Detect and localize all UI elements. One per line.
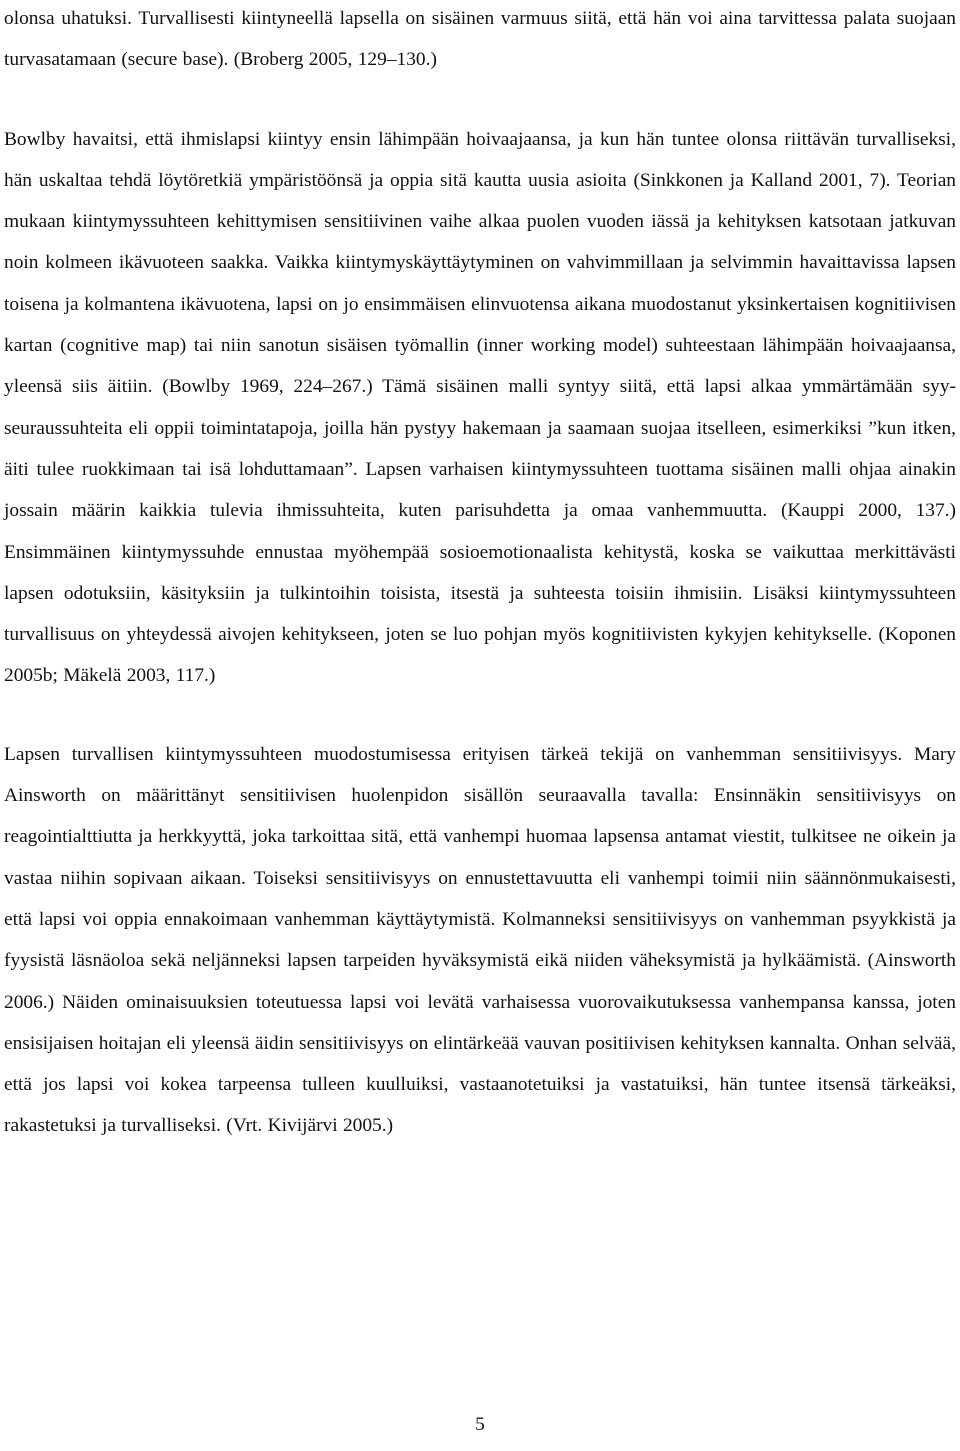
document-page (4, 0, 956, 1147)
body-paragraph-1: olonsa uhatuksi. Turvallisesti kiintyneellä lapsella on sisäinen varmuus siitä, että hän voi aina tarvittessa palata suojaan turvasatamaan (secure base). (Broberg 2005, 129–130.) (4, 8, 956, 71)
body-paragraph-3: Lapsen turvallisen kiintymyssuhteen muodostumisessa erityisen tärkeä tekijä on vanhemman sensitiivisyys. Mary Ainsworth on määrittänyt sensitiivisen huolenpidon sisällön seuraavalla tavalla: Ensinnäkin sensitiivisyys on reagointialttiutta ja herkkyyttä, joka tarkoittaa sitä, että vanhempi huomaa lapsensa antamat viestit, tulkitsee ne oikein ja vastaa niihin sopivaan aikaan. Toiseksi sensitiivisyys on ennustettavuutta eli vanhempi toimii niin säännönmukaisesti, että lapsi voi oppia ennakoimaan vanhemman käyttäytymistä. Kolmanneksi sensitiivisyys on vanhemman psyykkistä ja fyysistä läsnäoloa sekä neljänneksi lapsen tarpeiden hyväksymistä eikä niiden väheksymistä ja hylkäämistä. (Ainsworth 2006.) Näiden ominaisuuksien toteutuessa lapsi voi levätä varhaisessa vuorovaikutuksessa vanhempansa kanssa, joten ensisijaisen hoitajan eli yleensä äidin sensitiivisyys on elintärkeää vauvan positiivisen kehityksen kannalta. Onhan selvää, että jos lapsi voi kokea tarpeensa tulleen kuulluiksi, vastaanotetuiksi ja vastatuiksi, hän tuntee itsensä tärkeäksi, rakastetuksi ja turvalliseksi. (Vrt. Kivijärvi 2005.) (4, 743, 956, 1137)
body-paragraph-2: Bowlby havaitsi, että ihmislapsi kiintyy ensin lähimpään hoivaajaansa, ja kun hän tuntee olonsa riittävän turvalliseksi, hän uskaltaa tehdä löytöretkiä ympäristöönsä ja oppia sitä kautta uusia asioita (Sinkkonen ja Kalland 2001, 7). Teorian mukaan kiintymyssuhteen kehittymisen sensitiivinen vaihe alkaa puolen vuoden iässä ja kehityksen katsotaan jatkuvan noin kolmeen ikävuoteen saakka. Vaikka kiintymyskäyttäytyminen on vahvimmillaan ja selvimmin havaittavissa lapsen toisena ja kolmantena ikävuotena, lapsi on jo ensimmäisen elinvuotensa aikana muodostanut yksinkertaisen kognitiivisen kartan (cognitive map) tai niin sanotun sisäisen työmallin (inner working model) suhteestaan lähimpään hoivaajaansa, yleensä siis äitiin. (Bowlby 1969, 224–267.) Tämä sisäinen malli syntyy siitä, että lapsi alkaa ymmärtämään syy-seuraussuhteita eli oppii toimintatapoja, joilla hän pystyy hakemaan ja saamaan suojaa itselleen, esimerkiksi ”kun itken, äiti tulee ruokkimaan tai isä lohduttamaan”. Lapsen varhaisen kiintymyssuhteen tuottama sisäinen malli ohjaa ainakin jossain määrin kaikkia tulevia ihmissuhteita, kuten parisuhdetta ja omaa vanhemmuutta. (Kauppi 2000, 137.) Ensimmäinen kiintymyssuhde ennustaa myöhempää sosioemotionaalista kehitystä, koska se vaikuttaa merkittävästi lapsen odotuksiin, käsityksiin ja tulkintoihin toisista, itsestä ja suhteesta toisiin ihmisiin. Lisäksi kiintymyssuhteen turvallisuus on yhteydessä aivojen kehitykseen, joten se luo pohjan myös kognitiivisten kykyjen kehitykselle. (Koponen 2005b; Mäkelä 2003, 117.) (4, 128, 956, 687)
page-number: 5 (475, 1414, 485, 1435)
